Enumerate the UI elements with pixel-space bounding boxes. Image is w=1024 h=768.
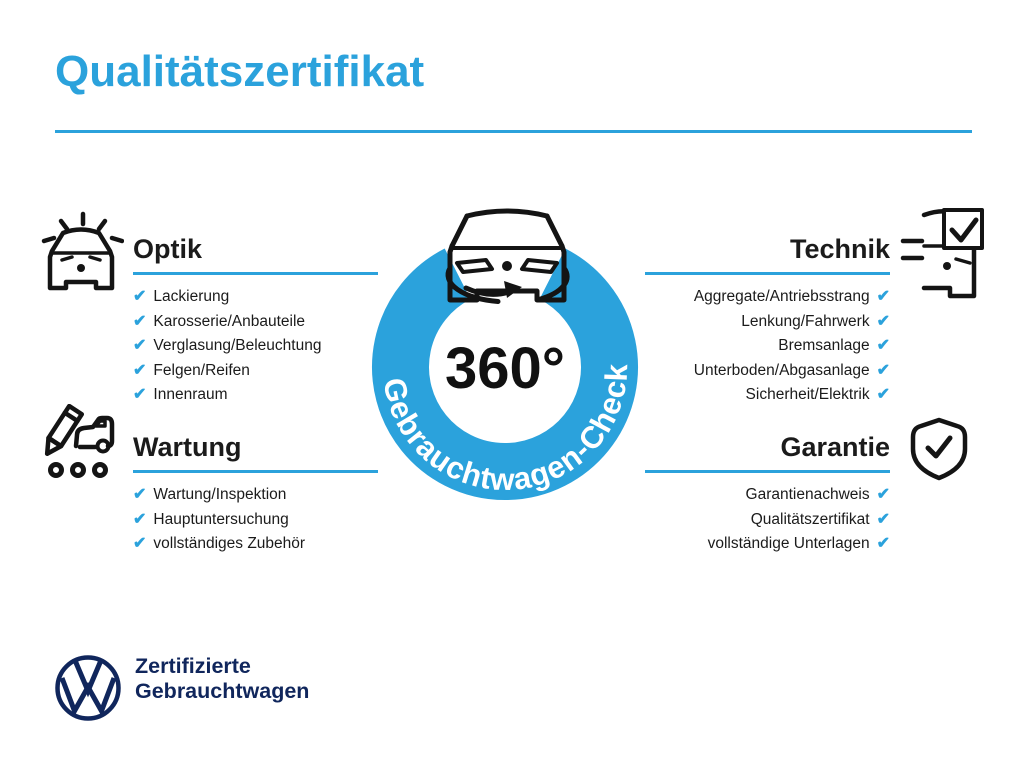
check-icon: ✔ [876, 535, 890, 552]
shield-check-icon [906, 414, 972, 486]
garantie-checklist [645, 483, 890, 557]
section-optik [133, 233, 378, 408]
checklist-item-label: vollständiges Zubehör [153, 535, 306, 552]
checklist-item-label: Sicherheit/Elektrik [745, 386, 870, 403]
check-icon: ✔ [876, 510, 890, 528]
check-icon: ✔ [133, 337, 147, 354]
checklist-item-label: Hauptuntersuchung [153, 510, 289, 528]
degree-label: 360° [445, 336, 565, 401]
checklist-item-label: Bremsanlage [778, 337, 870, 354]
check-icon: ✔ [133, 535, 147, 552]
check-icon: ✔ [133, 510, 147, 528]
footer-claim [135, 654, 309, 704]
check-icon: ✔ [133, 312, 147, 330]
section-garantie-divider [645, 470, 890, 473]
checklist-item-label: Verglasung/Beleuchtung [153, 337, 322, 354]
technik-checklist [645, 285, 890, 408]
section-technik [645, 233, 890, 408]
section-optik-heading: Optik [133, 234, 203, 264]
footer-claim-line2: Gebrauchtwagen [135, 679, 310, 703]
checklist-item [645, 483, 890, 508]
checklist-item [133, 483, 378, 508]
checklist-item-label: Lackierung [153, 288, 230, 305]
inspection-pencil-car-icon [42, 404, 120, 484]
checklist-item-label: Innenraum [153, 386, 228, 403]
ring-label: Gebrauchtwagen-Check [376, 362, 635, 498]
check-icon: ✔ [133, 486, 147, 503]
checklist-item [645, 508, 890, 533]
check-icon: ✔ [876, 288, 890, 305]
checklist-item-label: Lenkung/Fahrwerk [741, 312, 870, 330]
checklist-item [645, 532, 890, 557]
checklist-item [645, 359, 890, 384]
check-icon: ✔ [133, 361, 147, 379]
optik-checklist [133, 285, 378, 408]
section-garantie [645, 431, 890, 557]
checklist-item-label: Unterboden/Abgasanlage [693, 361, 870, 379]
checklist-item [645, 310, 890, 335]
check-icon: ✔ [876, 361, 890, 379]
section-technik-heading: Technik [789, 234, 890, 264]
checklist-item [645, 285, 890, 310]
section-wartung-heading: Wartung [133, 432, 242, 462]
footer-claim-line1: Zertifizierte [135, 654, 251, 678]
section-garantie-heading: Garantie [780, 432, 890, 462]
checklist-item [133, 334, 378, 359]
check-icon: ✔ [133, 386, 147, 403]
checklist-item [133, 285, 378, 310]
car-checkbox-icon [900, 204, 992, 300]
section-technik-divider [645, 272, 890, 275]
checklist-item-label: Qualitätszertifikat [750, 510, 870, 528]
check-icon: ✔ [876, 386, 890, 403]
title-divider [55, 130, 972, 133]
checklist-item [133, 310, 378, 335]
check-icon: ✔ [133, 288, 147, 305]
vw-logo [50, 650, 128, 728]
checklist-item [645, 383, 890, 408]
wartung-checklist [133, 483, 378, 557]
shining-car-icon [40, 206, 124, 294]
360-check-emblem [353, 174, 667, 514]
checklist-item-label: Aggregate/Antriebsstrang [693, 288, 870, 305]
checklist-item [133, 508, 378, 533]
check-icon: ✔ [876, 486, 890, 503]
section-wartung [133, 431, 378, 557]
checklist-item [133, 383, 378, 408]
checklist-item-label: Felgen/Reifen [153, 361, 250, 379]
checklist-item-label: Wartung/Inspektion [153, 486, 287, 503]
checklist-item-label: Garantienachweis [745, 486, 870, 503]
checklist-item [133, 532, 378, 557]
check-icon: ✔ [876, 312, 890, 330]
check-icon: ✔ [876, 337, 890, 354]
section-optik-divider [133, 272, 378, 275]
checklist-item-label: Karosserie/Anbauteile [153, 312, 306, 330]
section-wartung-divider [133, 470, 378, 473]
checklist-item-label: vollständige Unterlagen [707, 535, 870, 552]
checklist-item [133, 359, 378, 384]
checklist-item [645, 334, 890, 359]
page-title: Qualitätszertifikat [55, 47, 425, 96]
